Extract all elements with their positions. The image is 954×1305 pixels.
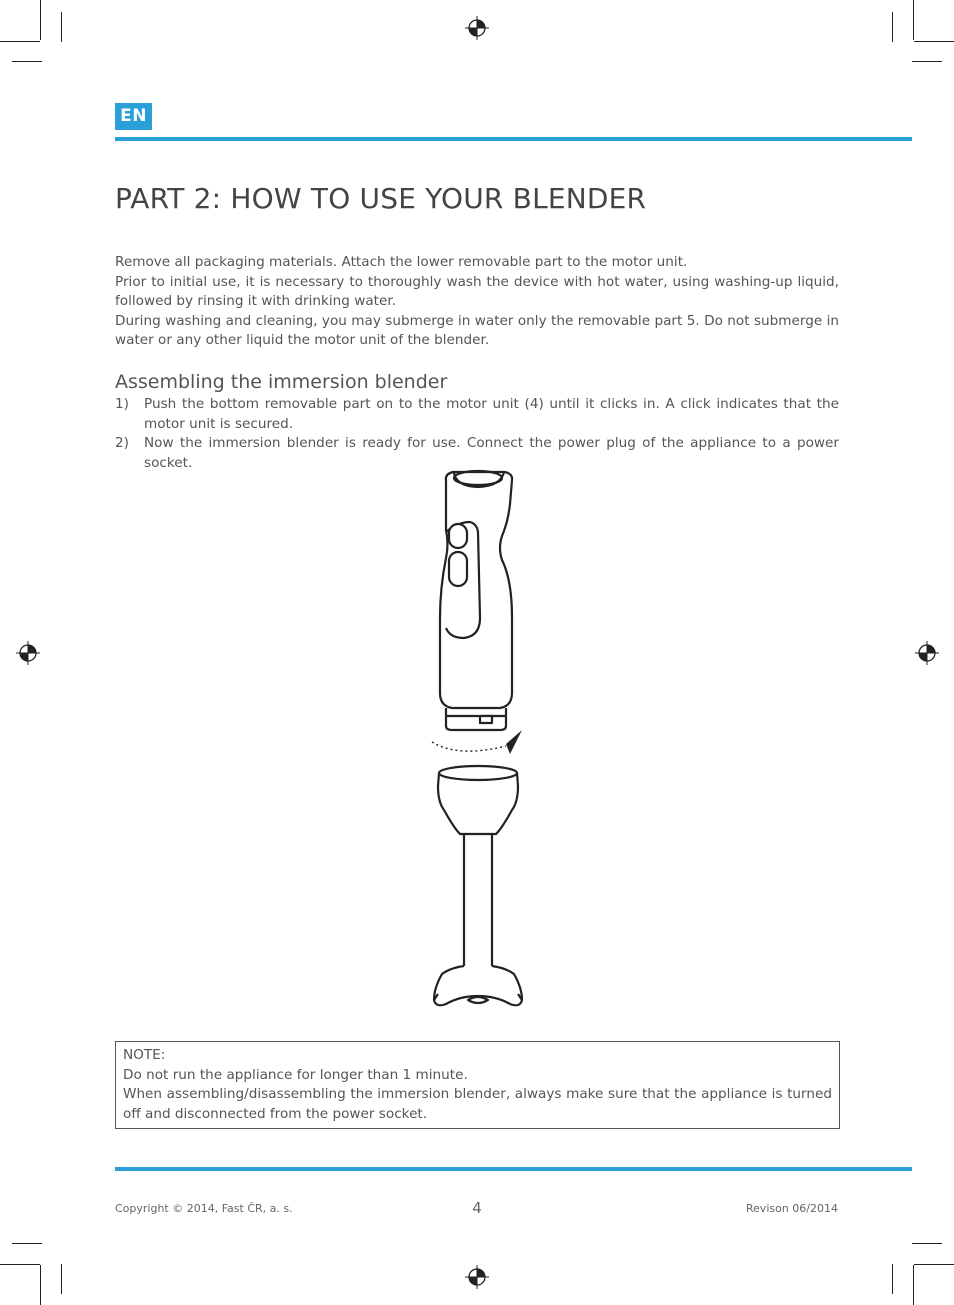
footer-revision: Revison 06/2014 [745, 1202, 838, 1215]
footer-page-number: 4 [472, 1199, 482, 1217]
section-heading: Assembling the immersion blender [115, 371, 448, 393]
page-title: PART 2: HOW TO USE YOUR BLENDER [115, 182, 647, 215]
registration-mark-icon [16, 641, 40, 665]
registration-mark-icon [465, 16, 489, 40]
intro-paragraph: During washing and cleaning, you may submerge in water only the removable part 5. Do not submerge in water or any other liquid the motor unit of the blender. [115, 312, 839, 348]
step-number: 1) [115, 396, 129, 412]
rotate-arrow-icon [432, 730, 522, 754]
note-line: Do not run the appliance for longer than 1 minute. [123, 1066, 468, 1083]
step-item [115, 395, 839, 434]
note-box [115, 1041, 840, 1129]
language-badge: EN [115, 103, 152, 130]
note-label: NOTE: [123, 1047, 166, 1063]
step-text: Push the bottom removable part on to the motor unit (4) until it clicks in. A click indicates that the motor unit is secured. [144, 396, 839, 432]
intro-text [115, 253, 839, 351]
note-line: When assembling/disassembling the immersion blender, always make sure that the appliance is turned off and disconnected from the power socket. [123, 1086, 832, 1122]
footer-copyright: Copyright © 2014, Fast ČR, a. s. [115, 1202, 293, 1215]
step-text: Now the immersion blender is ready for use. Connect the power plug of the appliance to a power socket. [144, 435, 839, 471]
step-number: 2) [115, 435, 129, 451]
top-rule [115, 137, 912, 141]
registration-mark-icon [465, 1265, 489, 1289]
bottom-rule [115, 1167, 912, 1171]
blender-illustration [420, 468, 535, 1020]
intro-paragraph: Prior to initial use, it is necessary to thoroughly wash the device with hot water, using washing-up liquid, followed by rinsing it with drinking water. [115, 273, 839, 309]
steps-list [115, 395, 839, 473]
registration-mark-icon [915, 641, 939, 665]
intro-paragraph: Remove all packaging materials. Attach the lower removable part to the motor unit. [115, 254, 688, 270]
